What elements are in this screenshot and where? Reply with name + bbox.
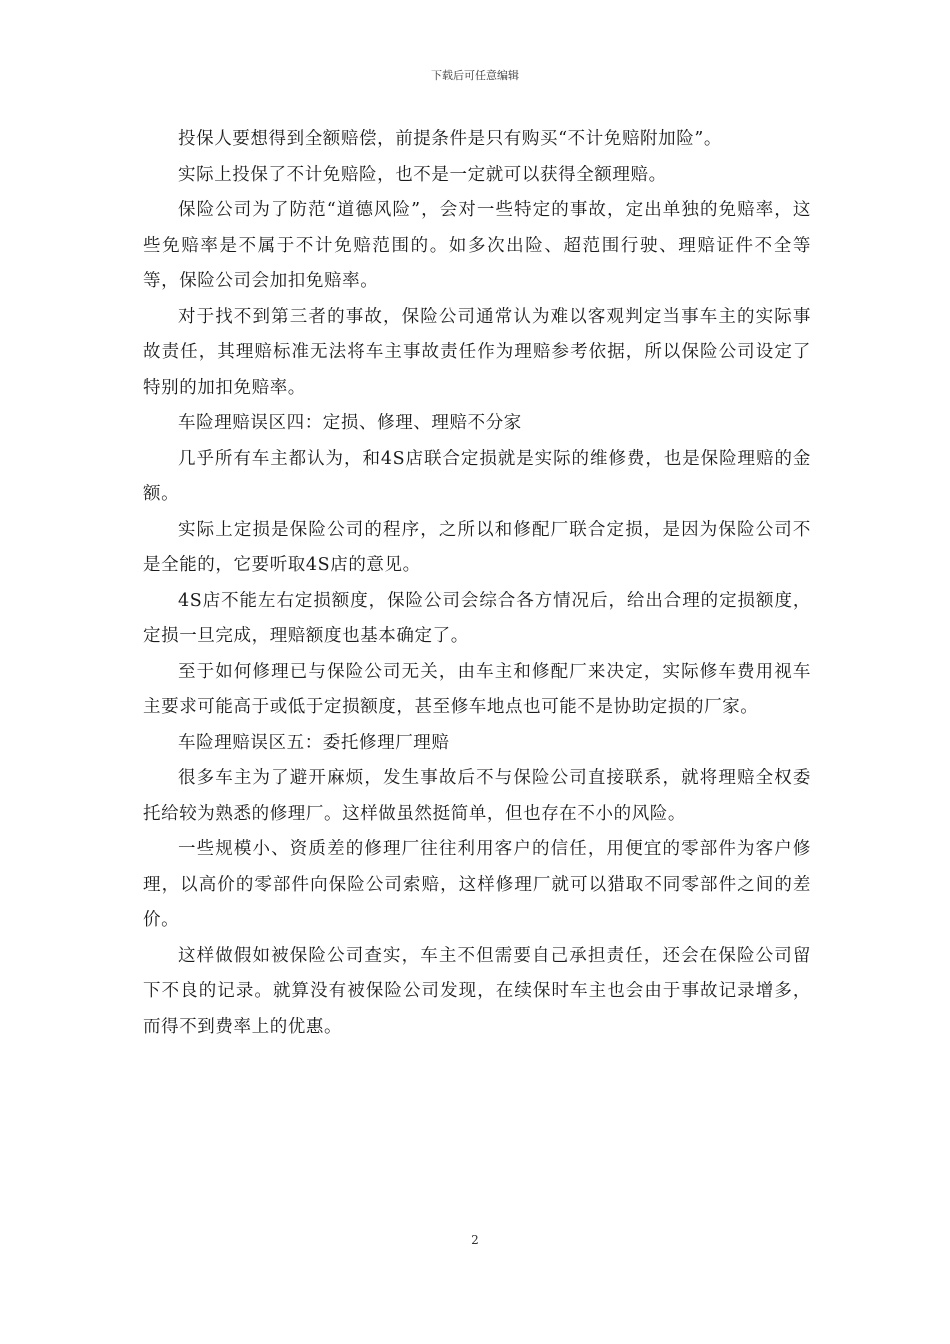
page-number: 2 — [471, 1233, 479, 1247]
paragraph: 实际上投保了不计免赔险，也不是一定就可以获得全额理赔。 — [178, 164, 667, 185]
paragraph: 这样做假如被保险公司查实，车主不但需要自己承担责任，还会在保险公司留下不良的记录。就算没有被保险公司发现，在续保时车主也会由于事故记录增多，而得不到费率上的优惠。 — [143, 945, 811, 1037]
paragraph: 投保人要想得到全额赔偿，前提条件是只有购买“不计免赔附加险”。 — [178, 129, 722, 149]
document-body — [143, 122, 811, 1045]
section-heading: 车险理赔误区五：委托修理厂理赔 — [178, 732, 450, 753]
page-header: 下载后可任意编辑 — [431, 69, 519, 82]
paragraph: 几乎所有车主都认为，和4S店联合定损就是实际的维修费，也是保险理赔的金额。 — [143, 448, 811, 504]
paragraph: 保险公司为了防范“道德风险”，会对一些特定的事故，定出单独的免赔率，这些免赔率是不属于不计免赔范围的。如多次出险、超范围行驶、理赔证件不全等等，保险公司会加扣免赔率。 — [143, 200, 811, 291]
paragraph: 一些规模小、资质差的修理厂往往利用客户的信任，用便宜的零部件为客户修理，以高价的零部件向保险公司索赔，这样修理厂就可以猎取不同零部件之间的差价。 — [143, 839, 811, 930]
paragraph: 对于找不到第三者的事故，保险公司通常认为难以客观判定当事车主的实际事故责任，其理赔标准无法将车主事故责任作为理赔参考依据，所以保险公司设定了特别的加扣免赔率。 — [143, 306, 811, 398]
section-heading: 车险理赔误区四：定损、修理、理赔不分家 — [178, 413, 522, 433]
paragraph: 实际上定损是保险公司的程序，之所以和修配厂联合定损，是因为保险公司不是全能的，它要听取4S店的意见。 — [143, 519, 811, 575]
paragraph: 很多车主为了避开麻烦，发生事故后不与保险公司直接联系，就将理赔全权委托给较为熟悉的修理厂。这样做虽然挺简单，但也存在不小的风险。 — [143, 768, 811, 824]
paragraph: 至于如何修理已与保险公司无关，由车主和修配厂来决定，实际修车费用视车主要求可能高于或低于定损额度，甚至修车地点也可能不是协助定损的厂家。 — [143, 661, 811, 717]
paragraph: 4S店不能左右定损额度，保险公司会综合各方情况后，给出合理的定损额度，定损一旦完成，理赔额度也基本确定了。 — [143, 590, 811, 646]
